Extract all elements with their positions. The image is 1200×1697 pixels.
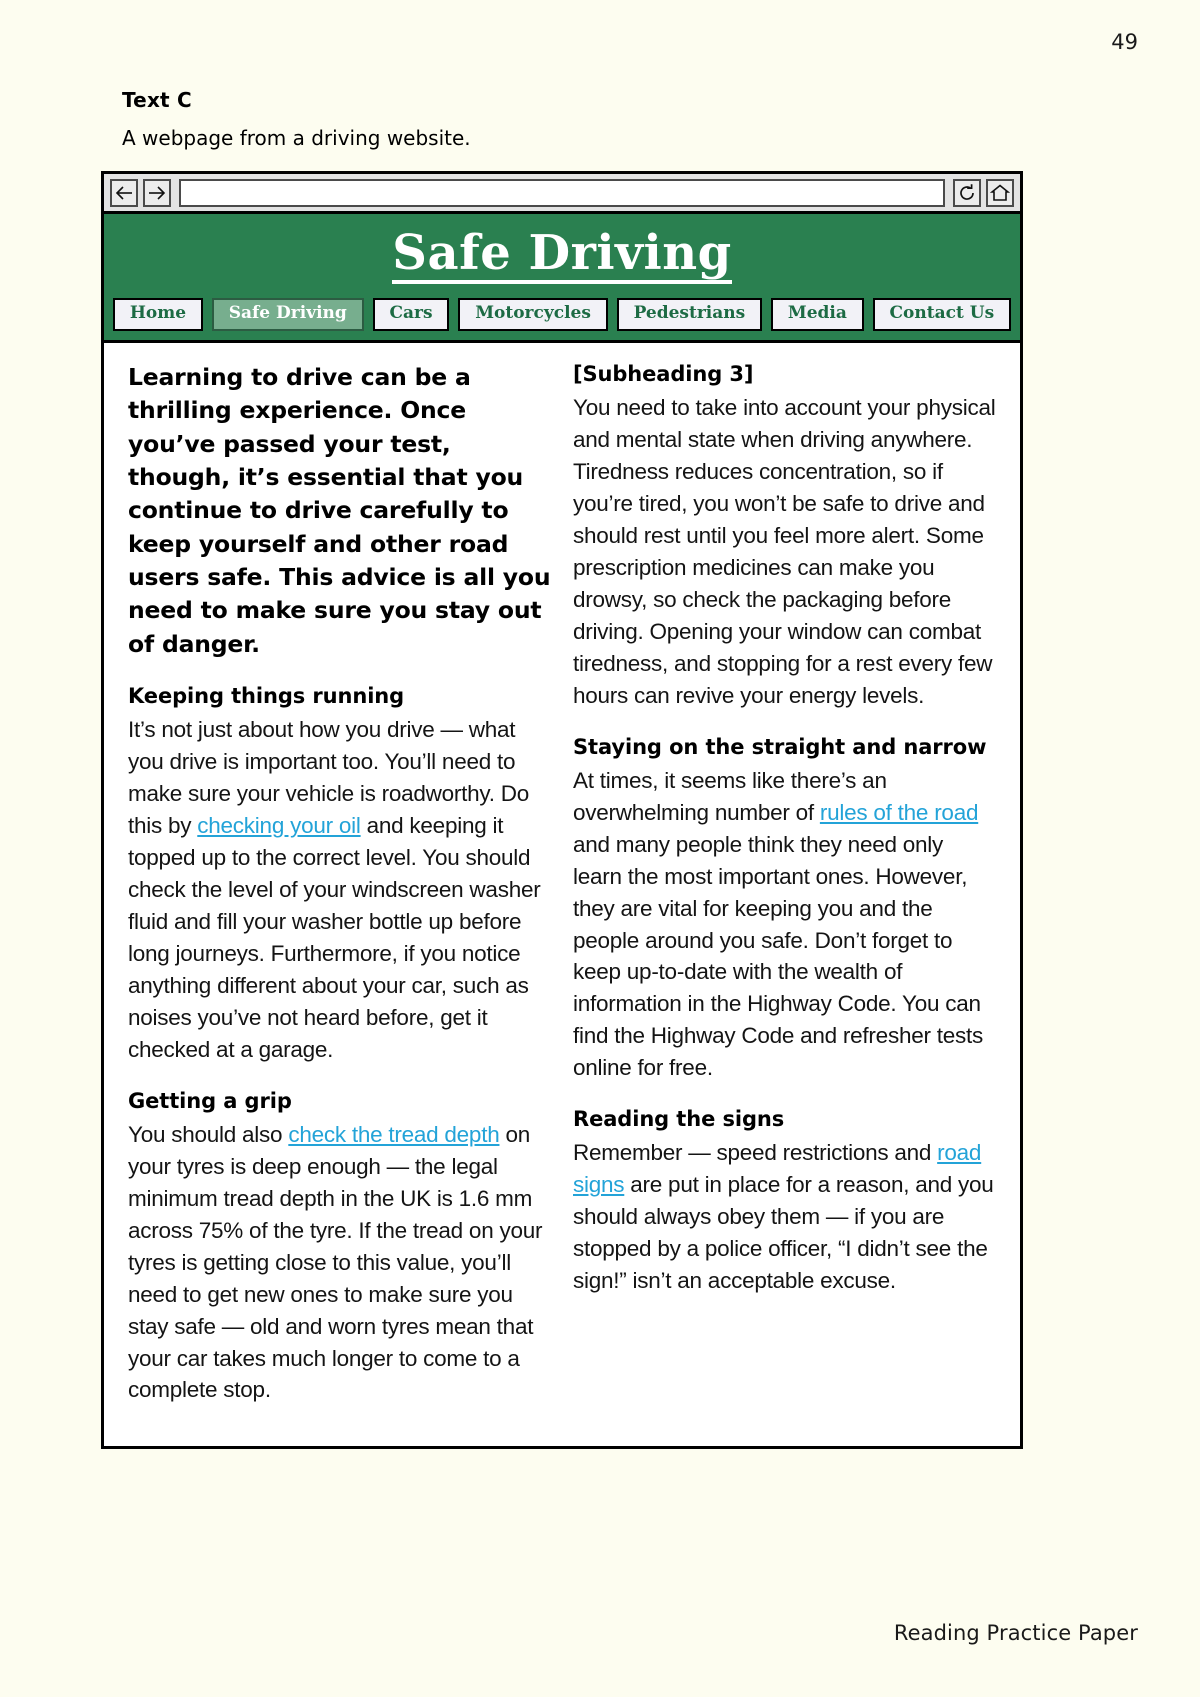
forward-button[interactable] xyxy=(143,179,171,207)
nav-tab-pedestrians[interactable]: Pedestrians xyxy=(617,298,762,331)
paragraph-keeping-things-running xyxy=(128,714,551,1065)
heading-getting-a-grip: Getting a grip xyxy=(128,1088,292,1113)
browser-toolbar xyxy=(104,174,1020,214)
article-content xyxy=(104,343,1020,1445)
link-checking-your-oil[interactable]: checking your oil xyxy=(197,813,361,839)
text-caption: A webpage from a driving website. xyxy=(122,126,471,150)
reload-icon xyxy=(957,183,977,203)
browser-window xyxy=(101,171,1023,1449)
link-check-the-tread-depth[interactable]: check the tread depth xyxy=(288,1121,500,1147)
paragraph-text-part: It’s not just about how you drive — what you drive is important too. You’ll need to make sure your vehicle is roadworthy. Do this by xyxy=(128,717,529,839)
paragraph-text-part: You should also xyxy=(128,1121,289,1147)
paragraph-getting-a-grip xyxy=(128,1119,551,1406)
paragraph-text-part: and many people think they need only learn the most important ones. However, they are vital for keeping you and the people around you safe. Don’t forget to keep up-to-date with the wealth of information in the Highway Code. You can find the Highway Code and refresher tests online for free. xyxy=(573,831,983,1081)
nav-tab-contact-us[interactable]: Contact Us xyxy=(873,298,1011,331)
article-column-left xyxy=(128,361,551,1425)
back-arrow-icon xyxy=(114,185,134,201)
home-button[interactable] xyxy=(986,179,1014,207)
reload-button[interactable] xyxy=(953,179,981,207)
forward-arrow-icon xyxy=(147,185,167,201)
paragraph-text-part: Remember — speed restrictions and xyxy=(573,1140,938,1166)
nav-tab-home[interactable]: Home xyxy=(113,298,203,331)
footer-note: Reading Practice Paper xyxy=(893,1621,1138,1645)
paragraph-staying-on-the-straight-and-narrow xyxy=(573,765,996,1084)
heading-keeping-things-running: Keeping things running xyxy=(128,684,405,709)
nav-tab-cars[interactable]: Cars xyxy=(373,298,450,331)
toolbar-right-buttons xyxy=(953,179,1014,207)
site-banner xyxy=(104,214,1020,298)
text-label: Text C xyxy=(122,88,192,112)
paragraph-reading-the-signs xyxy=(573,1137,996,1297)
page-number: 49 xyxy=(1111,30,1138,54)
nav-tab-safe-driving[interactable]: Safe Driving xyxy=(212,298,364,331)
heading-staying-on-the-straight-and-narrow: Staying on the straight and narrow xyxy=(573,734,987,759)
site-navigation xyxy=(104,298,1020,343)
home-icon xyxy=(990,183,1010,203)
paragraph-text-part: At times, it seems like there’s an overwhelming number of xyxy=(573,767,887,825)
link-road-signs[interactable]: road signs xyxy=(573,1140,982,1198)
article-lede: Learning to drive can be a thrilling experience. Once you’ve passed your test, though, it’s essential that you continue to drive carefully to keep yourself and other road users safe. This advice is all you need to make sure you stay out of danger. xyxy=(128,362,551,658)
site-title: Safe Driving xyxy=(392,228,731,284)
nav-tab-media[interactable]: Media xyxy=(771,298,864,331)
back-button[interactable] xyxy=(110,179,138,207)
paragraph-text-part: on your tyres is deep enough — the legal minimum tread depth in the UK is 1.6 mm across 75% of the tyre. If the tread on your tyres is getting close to this value, you’ll need to get new ones to make sure you stay safe — old and worn tyres mean that your car takes much longer to come to a complete stop. xyxy=(128,1121,543,1403)
heading-subheading-3: [Subheading 3] xyxy=(573,361,754,386)
link-rules-of-the-road[interactable]: rules of the road xyxy=(819,799,979,825)
address-bar[interactable] xyxy=(179,179,945,207)
paragraph-text-part: and keeping it topped up to the correct level. You should check the level of your windscreen washer fluid and fill your washer bottle up before long journeys. Furthermore, if you notice anything different about your car, such as noises you’ve not heard before, get it checked at a garage. xyxy=(128,813,541,1062)
heading-reading-the-signs: Reading the signs xyxy=(573,1107,785,1132)
article-column-right xyxy=(573,361,996,1425)
nav-tab-motorcycles[interactable]: Motorcycles xyxy=(458,298,607,331)
paragraph-subheading-3: You need to take into account your physical and mental state when driving anywhere. Tiredness reduces concentration, so if you’re tired, you won’t be safe to drive and should rest until you feel more alert. Some prescription medicines can make you drowsy, so check the packaging before driving. Opening your window can combat tiredness, and stopping for a rest every few hours can revive your energy levels. xyxy=(573,395,996,708)
paragraph-text-part: are put in place for a reason, and you should always obey them — if you are stopped by a police officer, “I didn’t see the sign!” isn’t an acceptable excuse. xyxy=(573,1172,994,1294)
